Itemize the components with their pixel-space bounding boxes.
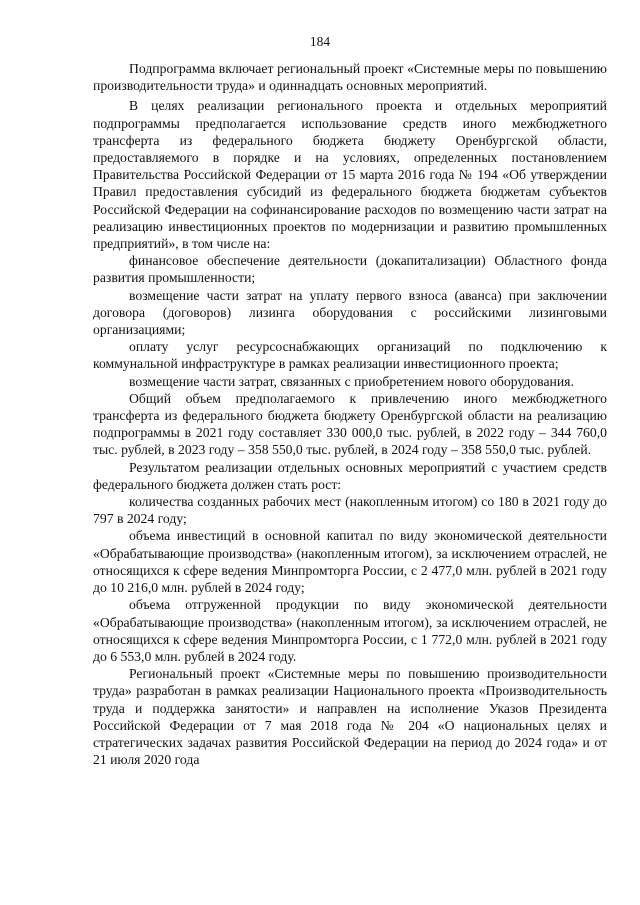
list-item: возмещение части затрат, связанных с приобретением нового оборудования. (129, 373, 574, 389)
page-number: 184 (309, 34, 331, 49)
list-item: финансовое обеспечение деятельности (докапитализации) Областного фонда развития промышленности; (93, 253, 607, 286)
paragraph: В целях реализации регионального проекта и отдельных мероприятий подпрограммы предполагается использование средств иного межбюджетного трансферта из федерального бюджета бюджету Оренбургской области, предоставляемого в порядке и на условиях, определенных постановлением Правительства Российской Федерации от 15 марта 2016 года № 194 «Об утверждении Правил предоставления субсидий из федерального бюджета бюджетам субъектов Российской Федерации на софинансирование расходов по возмещению части затрат на реализацию инвестиционных проектов по модернизации и развитию промышленных предприятий», в том числе на: (93, 98, 607, 252)
list-item: возмещение части затрат на уплату первого взноса (аванса) при заключении договора (договоров) лизинга оборудования с российскими лизинговыми организациями; (93, 287, 607, 338)
list-item: количества созданных рабочих мест (накопленным итогом) со 180 в 2021 году до 797 в 2024 году; (93, 494, 607, 527)
list-item: объема инвестиций в основной капитал по виду экономической деятельности «Обрабатывающие производства» (накопленным итогом), за исключением отраслей, не относящихся к сфере ведения Минпромторга России, с 2 477,0 млн. рублей в 2021 году до 10 216,0 млн. рублей в 2024 году; (93, 528, 607, 596)
list-item: объема отгруженной продукции по виду экономической деятельности «Обрабатывающие производства» (накопленным итогом), за исключением отраслей, не относящихся к сфере ведения Минпромторга России, с 1 772,0 млн. рублей в 2021 году до 6 553,0 млн. рублей в 2024 году. (93, 597, 607, 664)
paragraph: Подпрограмма включает региональный проект «Системные меры по повышению производительности труда» и одиннадцать основных мероприятий. (93, 61, 607, 94)
paragraph: Результатом реализации отдельных основных мероприятий с участием средств федерального бюджета должен стать рост: (93, 459, 607, 492)
paragraph: Региональный проект «Системные меры по повышению производительности труда» разработан в рамках реализации Национального проекта «Производительность труда и поддержка занятости» и направлен на исполнение Указов Президента Российской Федерации от 7 мая 2018 года № 204 «О национальных целях и стратегических задачах развития Российской Федерации на период до 2024 года» и от 21 июля 2020 года (93, 666, 607, 768)
list-item: оплату услуг ресурсоснабжающих организаций по подключению к коммунальной инфраструктуре в рамках реализации инвестиционного проекта; (93, 339, 607, 372)
document-body (93, 60, 607, 768)
paragraph: Общий объем предполагаемого к привлечению иного межбюджетного трансферта из федерального бюджета бюджету Оренбургской области на реализацию подпрограммы в 2021 году составляет 330 000,0 тыс. рублей, в 2022 году – 344 760,0 тыс. рублей, в 2023 году – 358 550,0 тыс. рублей, в 2024 году – 358 550,0 тыс. рублей. (93, 390, 607, 458)
